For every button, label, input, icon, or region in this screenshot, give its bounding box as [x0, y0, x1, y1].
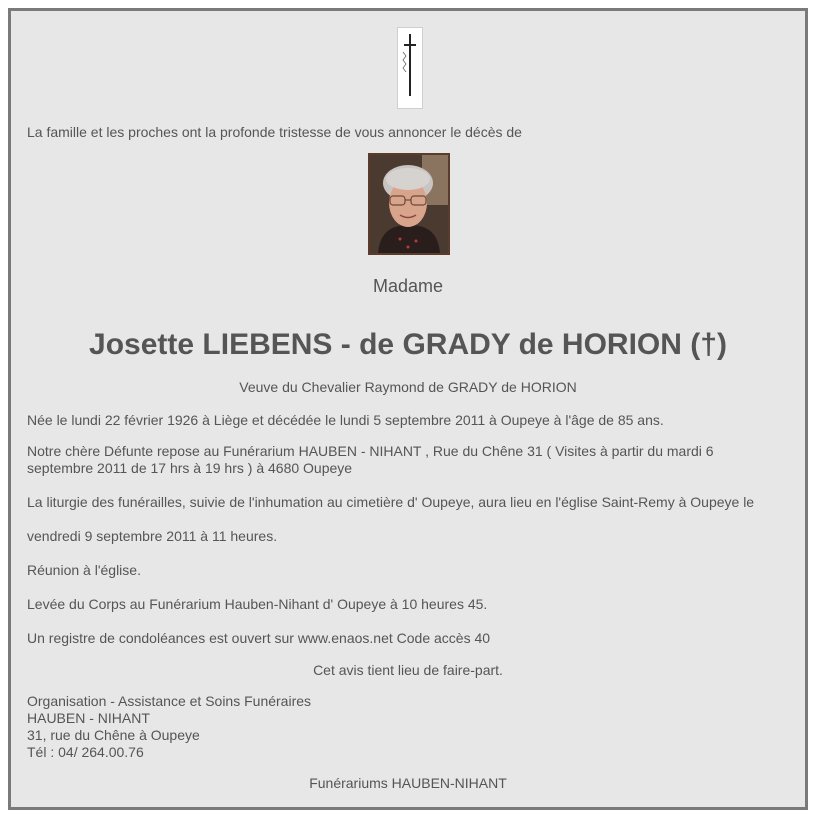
rest-text-line2: septembre 2011 de 17 hrs à 19 hrs ) à 4680 Oupeye — [27, 460, 353, 476]
liturgy-text-line1: La liturgie des funérailles, suivie de l'inhumation au cimetière d' Oupeye, aura lieu en l'église Saint-Remy à Oupeye le — [27, 494, 755, 510]
footer-label: Funérariums HAUBEN-NIHANT — [309, 775, 507, 791]
rest-text-line1: Notre chère Défunte repose au Funérarium HAUBEN - NIHANT , Rue du Chêne 31 ( Visites à partir du mardi 6 — [27, 443, 714, 459]
intro-text: La famille et les proches ont la profonde tristesse de vous annoncer le décès de — [27, 124, 522, 140]
levee-text: Levée du Corps au Funérarium Hauben-Nihant d' Oupeye à 10 heures 45. — [27, 596, 488, 612]
liturgy-text-line2: vendredi 9 septembre 2011 à 11 heures. — [27, 528, 278, 544]
organisation-line4: Tél : 04/ 264.00.76 — [27, 744, 144, 760]
organisation-line2: HAUBEN - NIHANT — [27, 710, 150, 726]
organisation-line3: 31, rue du Chêne à Oupeye — [27, 727, 200, 743]
cross-icon — [397, 27, 423, 109]
person-subtitle: Veuve du Chevalier Raymond de GRADY de HORION — [239, 379, 577, 395]
reunion-text: Réunion à l'église. — [27, 562, 141, 578]
portrait-photo — [368, 153, 450, 255]
birth-death-text: Née le lundi 22 février 1926 à Liège et décédée le lundi 5 septembre 2011 à Oupeye à l'âge de 85 ans. — [27, 412, 664, 428]
person-title: Madame — [372, 276, 444, 296]
person-name: Josette LIEBENS - de GRADY de HORION (†) — [89, 328, 727, 361]
obituary-card — [8, 8, 808, 810]
organisation-line1: Organisation - Assistance et Soins Funéraires — [27, 693, 312, 709]
registry-text: Un registre de condoléances est ouvert sur www.enaos.net Code accès 40 — [27, 630, 491, 646]
notice-text: Cet avis tient lieu de faire-part. — [313, 662, 503, 678]
